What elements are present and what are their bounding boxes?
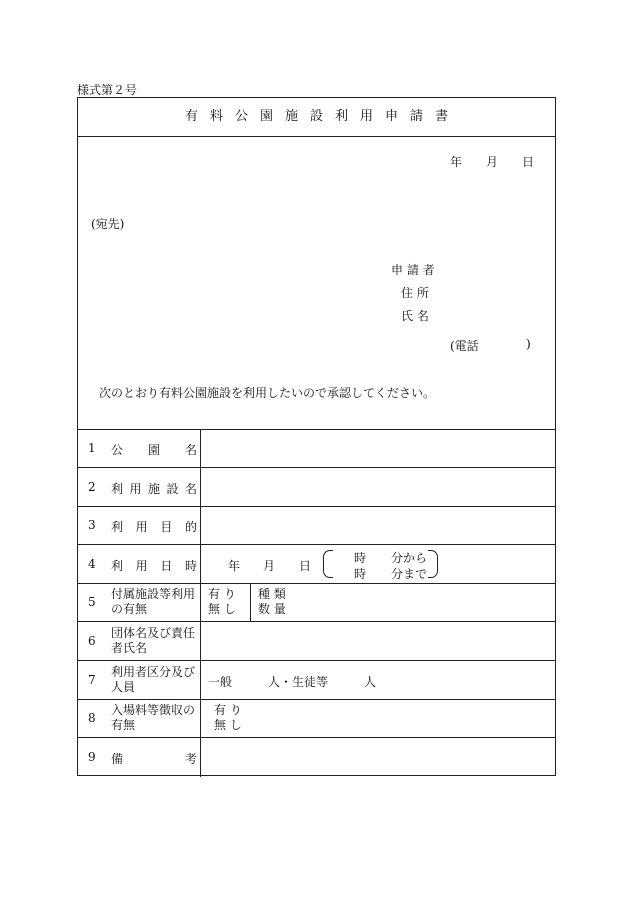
row-label-purpose <box>111 518 197 535</box>
label-char: 考 <box>184 752 197 766</box>
datetime-month: 月 <box>263 559 276 573</box>
attached-yes-no <box>208 587 236 617</box>
label-char: 備 <box>111 752 124 766</box>
request-text: 次のとおり有料公園施設を利用したいので承認してください。 <box>99 386 436 400</box>
admission-yes-no <box>214 703 242 733</box>
date-month: 月 <box>486 155 499 169</box>
divider <box>78 429 555 430</box>
label-char: 的 <box>184 520 197 534</box>
row-number: 2 <box>88 480 96 494</box>
left-brace-icon <box>323 550 333 578</box>
label-line: 者氏名 <box>111 641 148 655</box>
quantity-label: 数 量 <box>258 602 286 616</box>
application-form <box>77 97 556 776</box>
label-char: 名 <box>184 443 197 457</box>
divider <box>78 506 555 507</box>
option-yes: 有 り <box>208 587 236 601</box>
applicant-heading: 申 請 者 <box>391 263 435 277</box>
row-number: 8 <box>88 711 96 725</box>
divider <box>78 660 555 661</box>
divider <box>78 136 555 137</box>
label-char: 時 <box>184 559 197 573</box>
label-line: 人員 <box>111 680 136 694</box>
phone-open: (電話 <box>450 339 479 353</box>
row-label-user-category <box>111 665 195 695</box>
category-general: 一般 <box>208 675 233 689</box>
label-char: 利 <box>111 559 124 573</box>
label-char: 設 <box>166 482 179 496</box>
applicant-name-label: 氏 名 <box>401 309 429 323</box>
label-char: 園 <box>147 443 160 457</box>
row-label-park-name <box>111 441 197 458</box>
kind-label: 種 類 <box>258 587 286 601</box>
label-line: 入場料等徴収の <box>111 703 196 717</box>
row-number: 6 <box>88 634 96 648</box>
label-char: 名 <box>184 482 197 496</box>
date-line <box>450 153 534 170</box>
datetime-day: 日 <box>299 559 312 573</box>
option-yes: 有 り <box>214 703 242 717</box>
applicant-address-label: 住 所 <box>401 286 429 300</box>
divider <box>78 583 555 584</box>
category-students: 人・生徒等 <box>268 675 329 689</box>
phone-close: ) <box>526 337 531 351</box>
row-label-organization <box>111 626 195 656</box>
datetime-from-min: 分から <box>391 551 428 565</box>
label-char: 用 <box>129 482 142 496</box>
date-year: 年 <box>450 155 463 169</box>
date-day: 日 <box>522 155 535 169</box>
row-label-attached-facilities <box>111 587 195 617</box>
label-char: 目 <box>160 520 173 534</box>
attached-kind-quantity <box>258 587 286 617</box>
cell-divider <box>250 583 251 621</box>
divider <box>78 699 555 700</box>
label-line: 付属施設等利用 <box>111 587 196 601</box>
label-line: 団体名及び責任 <box>111 626 196 640</box>
row-label-facility-name <box>111 480 197 497</box>
option-no: 無 し <box>208 602 236 616</box>
label-line: 有無 <box>111 718 136 732</box>
divider <box>78 544 555 545</box>
datetime-to-hour: 時 <box>354 567 367 581</box>
datetime-to-min: 分まで <box>391 567 428 581</box>
divider <box>78 467 555 468</box>
row-label-remarks <box>111 750 197 767</box>
label-char: 公 <box>111 443 124 457</box>
row-label-admission-fee <box>111 703 195 733</box>
form-title: 有料公園施設利用申請書 <box>184 109 460 124</box>
label-char: 用 <box>135 559 148 573</box>
label-char: 利 <box>111 520 124 534</box>
row-number: 1 <box>88 441 96 455</box>
row-number: 5 <box>88 595 96 609</box>
label-line: の有無 <box>111 602 148 616</box>
label-char: 利 <box>111 482 124 496</box>
label-line: 利用者区分及び <box>111 665 196 679</box>
addressee: (宛先) <box>91 217 125 231</box>
form-number: 様式第２号 <box>77 83 138 97</box>
row-number: 3 <box>88 518 96 532</box>
label-char: 用 <box>135 520 148 534</box>
divider <box>78 621 555 622</box>
row-number: 9 <box>88 750 96 764</box>
datetime-from-hour: 時 <box>354 551 367 565</box>
row-label-datetime <box>111 557 197 574</box>
datetime-year: 年 <box>228 559 241 573</box>
column-divider <box>200 429 201 777</box>
row-number: 4 <box>88 557 96 571</box>
category-people: 人 <box>364 675 377 689</box>
label-char: 日 <box>160 559 173 573</box>
divider <box>78 737 555 738</box>
right-brace-icon <box>428 550 438 578</box>
option-no: 無 し <box>214 718 242 732</box>
row-number: 7 <box>88 673 96 687</box>
label-char: 施 <box>147 482 160 496</box>
